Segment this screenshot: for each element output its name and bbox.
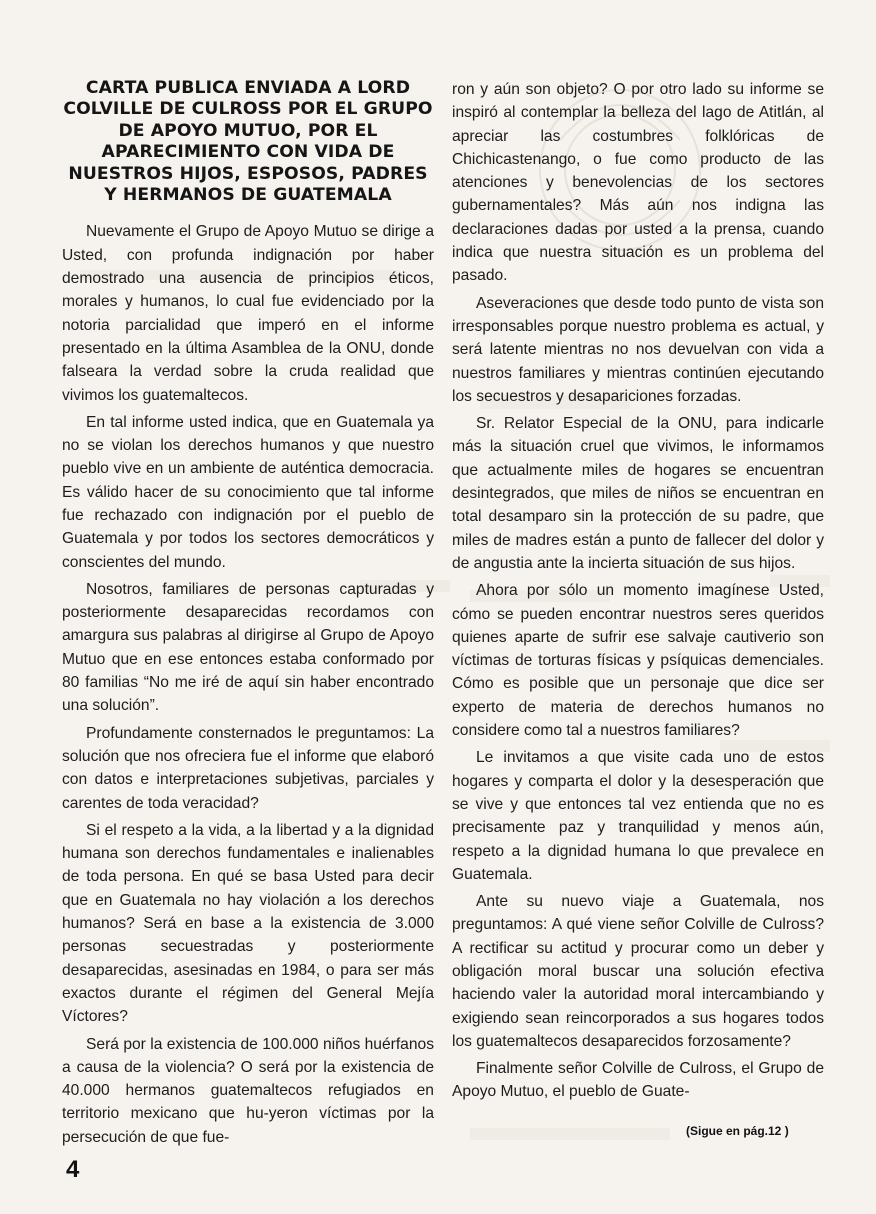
title-line: NUESTROS HIJOS, ESPOSOS, PADRES <box>68 163 428 184</box>
body-paragraph: Nuevamente el Grupo de Apoyo Mutuo se dirige a Usted, con profunda indignación por haber demostrado una ausencia de principios éticos, morales y humanos, lo cual fue evidenciado por la notoria parcialidad que imperó en el informe presentado en la última Asamblea de la ONU, donde falseara la verdad sobre la cruda realidad que vivimos los guatemaltecos. <box>62 223 434 404</box>
body-paragraph: Finalmente señor Colville de Culross, el Grupo de Apoyo Mutuo, el pueblo de Guate- <box>452 1060 824 1101</box>
body-paragraph: Profundamente consternados le preguntamos: La solución que nos ofreciera fue el informe que elaboró con datos e interpretaciones subjetivas, parciales y carentes de toda veracidad? <box>62 724 434 812</box>
body-paragraph: Le invitamos a que visite cada uno de estos hogares y comparta el dolor y la desesperación que se vive y que entonces tal vez entienda que no es precisamente paz y tranquilidad y menos aún, respeto a la dignidad humana lo que prevalece en Guatemala. <box>452 749 824 883</box>
body-paragraph: Nosotros, familiares de personas capturadas y posteriormente desaparecidas recordamos con amargura sus palabras al dirigirse al Grupo de Apoyo Mutuo que en ese entonces estaba conformado por 80 familias “No me iré de aquí sin haber encontrado una solución”. <box>62 580 434 715</box>
body-paragraph: Si el respeto a la vida, a la libertad y a la dignidad humana son derechos fundamentales e inalienables de toda persona. En qué se basa Usted para decir que en Guatemala no hay violación a los derechos humanos? Será en base a la existencia de 3.000 personas secuestradas y posteriormente desaparecidas, asesinadas en 1984, o para ser más exactos durante el régimen del General Mejía Víctores? <box>62 821 434 1026</box>
title-line: COLVILLE DE CULROSS POR EL GRUPO <box>63 99 433 120</box>
title-line: DE APOYO MUTUO, POR EL <box>118 120 378 141</box>
page-number: 4 <box>66 1156 80 1183</box>
title-line: CARTA PUBLICA ENVIADA A LORD <box>85 78 411 98</box>
body-paragraph: Será por la existencia de 100.000 niños huérfanos a causa de la violencia? O será por la existencia de 40.000 hermanos guatemaltecos refugiados en territorio mexicano que hu-yeron víctimas por la persecución de que fue- <box>62 1035 434 1146</box>
right-column <box>452 78 824 1108</box>
body-paragraph: Sr. Relator Especial de la ONU, para indicarle más la situación cruel que vivimos, le informamos que actualmente miles de hogares se encuentran desintegrados, que miles de niños se encuentran en total desamparo sin la protección de su padre, que miles de madres están a punto de fallecer del dolor y de angustia ante la incierta situación de sus hijos. <box>452 415 824 572</box>
body-paragraph: En tal informe usted indica, que en Guatemala ya no se violan los derechos humanos y que nuestro pueblo vive en un ambiente de auténtica democracia. Es válido hacer de su conocimiento que tal informe fue rechazado con indignación por el pueblo de Guatemala y por todos los sectores democráticos y conscientes del mundo. <box>62 413 434 571</box>
title-line: Y HERMANOS DE GUATEMALA <box>104 185 392 206</box>
title-line: APARECIMIENTO CON VIDA DE <box>101 142 395 163</box>
body-paragraph: Aseveraciones que desde todo punto de vista son irresponsables porque nuestro problema es actual, y será latente mientras no nos devuelvan con vida a nuestros familiares y mientras continúen ejecutando los secuestros y desapariciones forzadas. <box>452 294 824 405</box>
body-paragraph: ron y aún son objeto? O por otro lado su informe se inspiró al contemplar la belleza del lago de Atitlán, al apreciar las costumbres folklóricas de Chichicastenango, o fue como producto de las atenciones y benevolencias de los sectores gubernamentales? Más aún nos indigna las declaraciones dadas por usted a la prensa, cuando indica que nuestra situación es un problema del pasado. <box>452 81 824 285</box>
left-column <box>62 78 434 1153</box>
body-paragraph: Ahora por sólo un momento imagínese Usted, cómo se pueden encontrar nuestros seres queridos quienes aparte de sufrir ese salvaje cautiverio son víctimas de torturas físicas y psíquicas demenciales. Cómo es posible que un personaje que dice ser experto de materia de derechos humanos no considere como tal a nuestros familiares? <box>452 582 824 740</box>
body-paragraph: Ante su nuevo viaje a Guatemala, nos preguntamos: A qué viene señor Colville de Culross? A rectificar su actitud y procurar como un deber y obligación moral buscar una solución efectiva haciendo valer la autoridad moral intercambiando y exigiendo sean reincorporados a sus hogares todos los guatemaltecos desaparecidos forzosamente? <box>452 893 824 1050</box>
article-title <box>62 78 434 206</box>
continued-note: (Sigue en pág.12 ) <box>686 1124 789 1138</box>
